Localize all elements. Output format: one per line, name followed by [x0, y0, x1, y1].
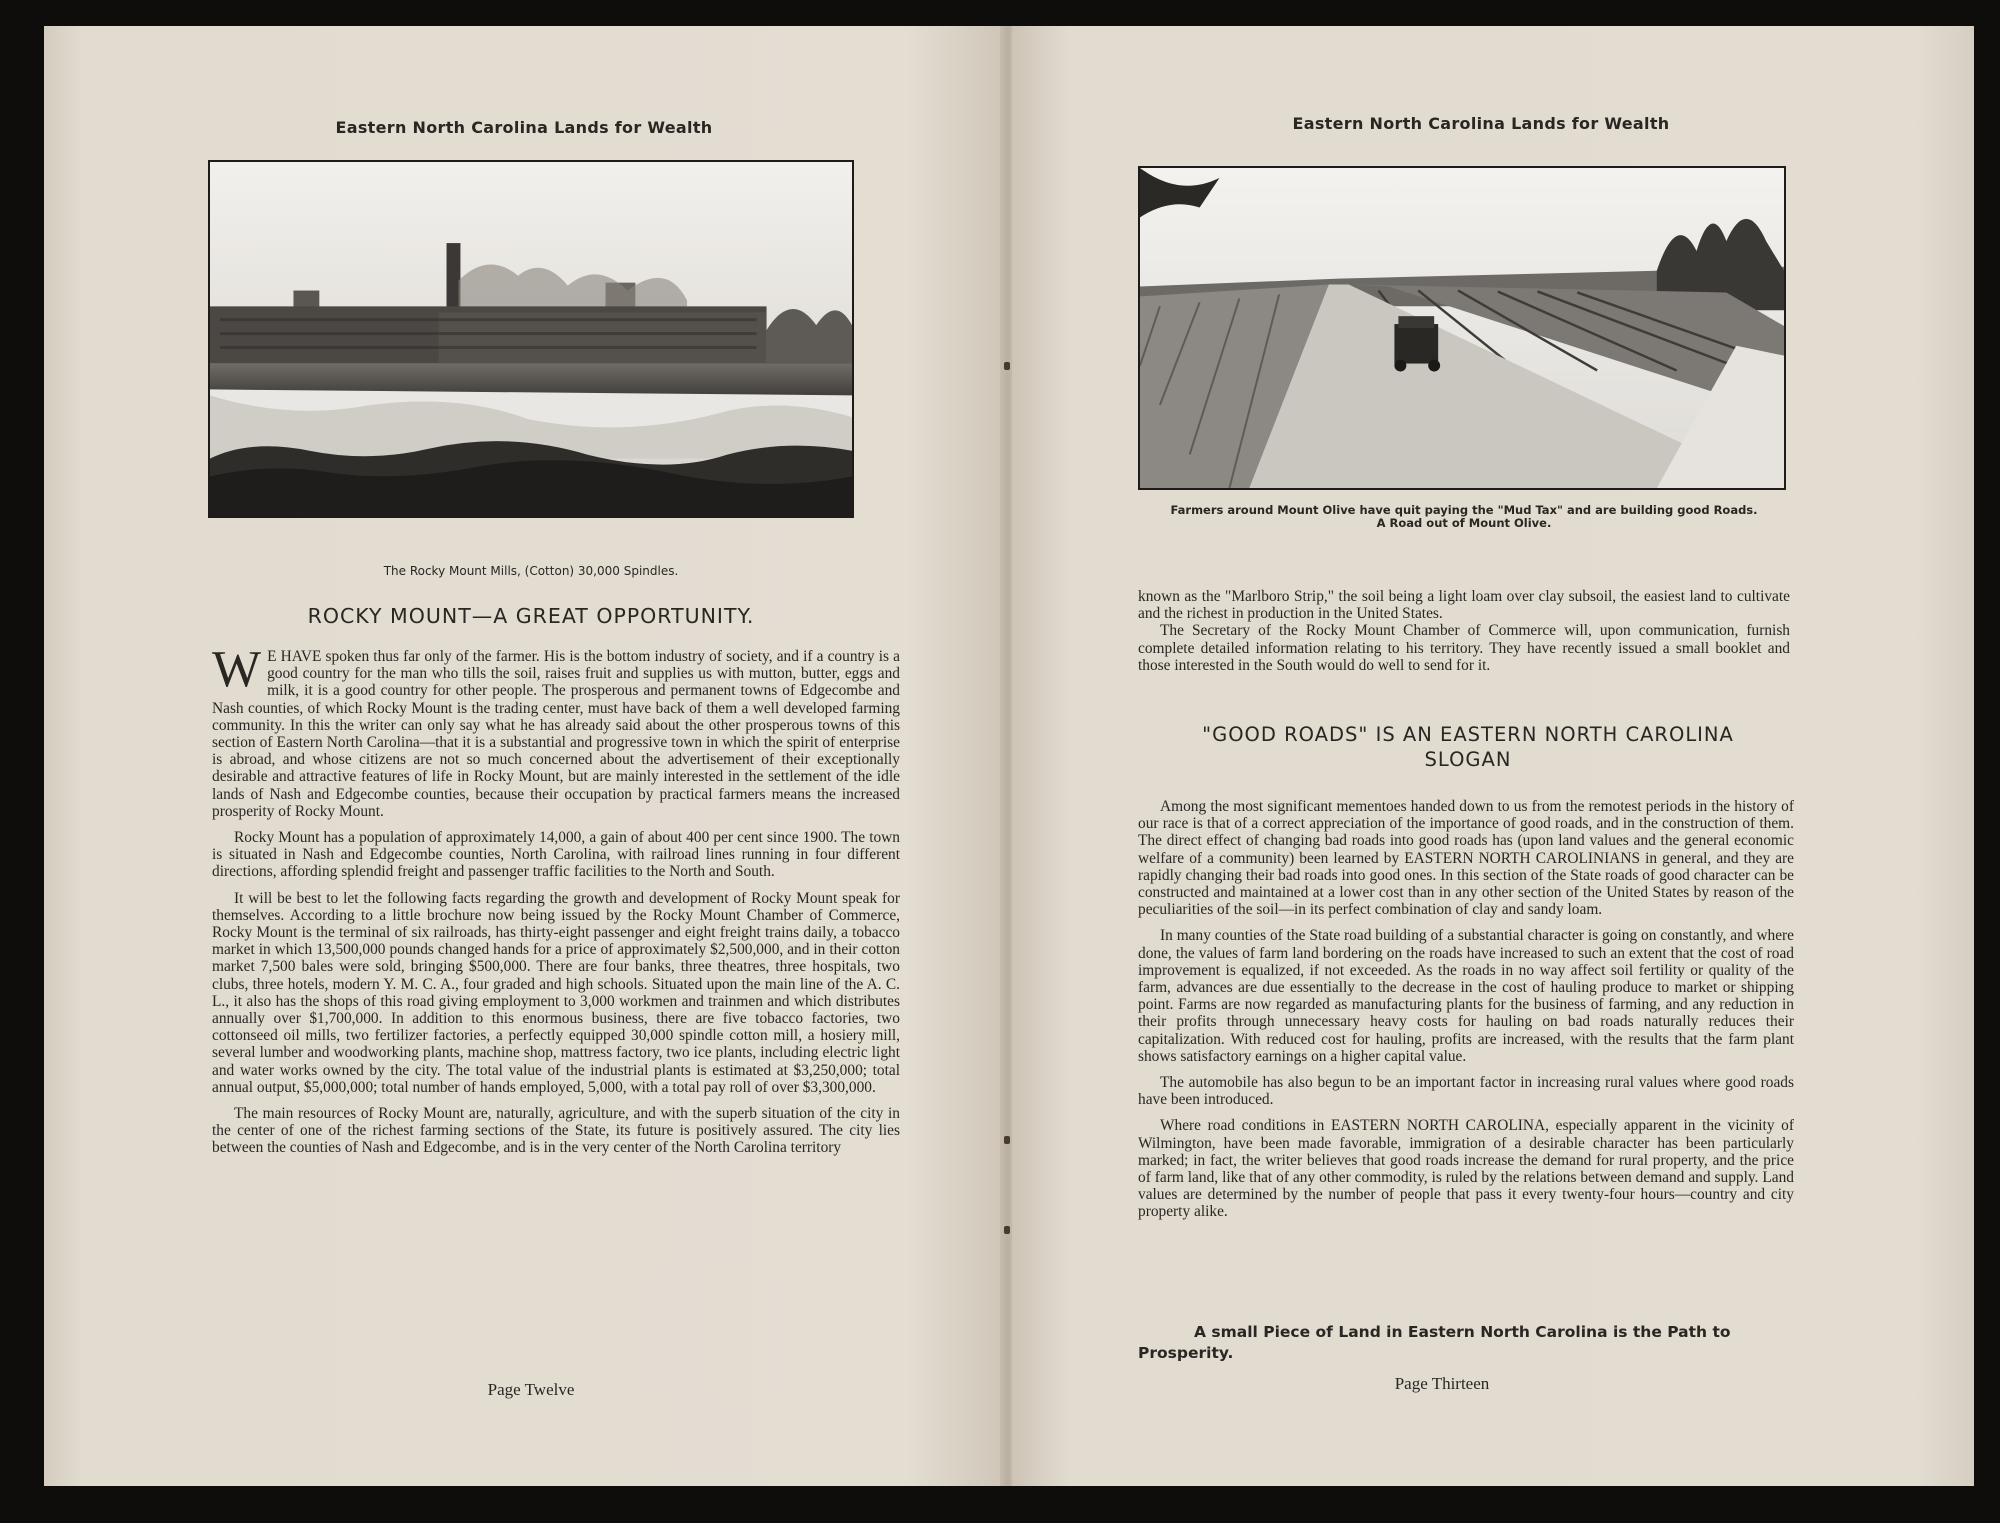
- page-number: Page Twelve: [487, 1380, 575, 1399]
- article-headline: ROCKY MOUNT—A GREAT OPPORTUNITY.: [307, 604, 755, 628]
- mementoes-paragraph: Among the most significant mementoes handed down to us from the remotest periods in the history of our race is that of a correct appreciation of the importance of good roads, and in the construction of them. The direct effect of changing bad roads into good roads has (upon land values and the general economic welfare of a community) been learned by EASTERN NORTH CAROLINIANS in general, and they are rapidly changing their bad roads into good ones. In this section of the State roads of good character can be constructed and maintained at a lower cost than in any other section of the United States by reason of the peculiarities of the soil—in its perfect combination of clay and sandy loam.: [1138, 798, 1794, 919]
- photo-caption-line-2: A Road out of Mount Olive.: [1376, 516, 1552, 530]
- staple-mark: [1004, 1136, 1010, 1144]
- chamber-paragraph: The Secretary of the Rocky Mount Chamber of Commerce will, upon communication, furnish complete detailed information relating to his territory. They have recently issued a small booklet and those interested in the South would do well to send for it.: [1138, 622, 1790, 674]
- closing-slogan: A small Piece of Land in Eastern North Carolina is the Path to Prosperity.: [1138, 1323, 1731, 1362]
- right-page: [1012, 26, 1974, 1486]
- running-head: Eastern North Carolina Lands for Wealth: [1292, 114, 1670, 133]
- headline-line-2: SLOGAN: [1424, 748, 1512, 771]
- resources-paragraph: The main resources of Rocky Mount are, naturally, agriculture, and with the superb situation of the city in the center of one of the richest farming sections of the State, its future is positively assured. The city lies between the counties of Nash and Edgecombe, and is in the very center of the North Carolina territory: [212, 1105, 900, 1157]
- population-paragraph: Rocky Mount has a population of approximately 14,000, a gain of about 400 per cent since 1900. The town is situated in Nash and Edgecombe counties, North Carolina, with railroad lines running in four different directions, affording splendid freight and passenger traffic facilities to the North and South.: [212, 829, 900, 881]
- booklet-spread: [44, 26, 1974, 1486]
- left-page: [44, 26, 1005, 1486]
- mount-olive-road-photo: [1138, 166, 1786, 490]
- staple-mark: [1004, 1226, 1010, 1234]
- good-roads-headline: [1138, 722, 1798, 772]
- wilmington-paragraph: Where road conditions in EASTERN NORTH CAROLINA, especially apparent in the vicinity of Wilmington, have been made favorable, immigration of a desirable character has been particularly marked; in fact, the writer believes that good roads increase the demand for rural property, and the price of farm land, like that of any other commodity, is ruled by the relations between demand and supply. Land values are determined by the number of people that pass it every twenty-four hours—country and city property alike.: [1138, 1117, 1794, 1221]
- headline-line-1: "GOOD ROADS" IS AN EASTERN NORTH CAROLINA: [1202, 723, 1734, 746]
- rocky-mount-mills-photo: [208, 160, 854, 518]
- photo-caption: The Rocky Mount Mills, (Cotton) 30,000 Spindles.: [383, 564, 679, 578]
- article-body: [212, 641, 900, 1157]
- road-illustration: [1140, 168, 1784, 488]
- continued-paragraph: known as the "Marlboro Strip," the soil being a light loam over clay subsoil, the easiest land to cultivate and the richest in production in the United States.: [1138, 588, 1790, 623]
- staple-mark: [1004, 362, 1010, 370]
- photo-caption: [1124, 504, 1804, 530]
- photo-caption-line-1: Farmers around Mount Olive have quit paying the "Mud Tax" and are building good Roads.: [1170, 503, 1758, 517]
- automobile-paragraph: The automobile has also begun to be an important factor in increasing rural values where good roads have been introduced.: [1138, 1074, 1794, 1109]
- running-head: Eastern North Carolina Lands for Wealth: [335, 118, 713, 137]
- opening-paragraph: W E HAVE spoken thus far only of the farmer. His is the bottom industry of society, and if a country is a good country for the man who tills the soil, raises fruit and supplies us with mutton, butter, eggs and milk, it is a good country for other people. The prosperous and permanent towns of Edgecombe and Nash counties, of which Rocky Mount is the trading center, must have back of them a well developed farming community. In this the writer can only say what he has already said about the other prosperous towns of this section of Eastern North Carolina—that it is a substantial and progressive town in which the spirit of enterprise is abroad, and whose citizens are not so much concerned about the advertisement of their exceptionally desirable and attractive features of life in Rocky Mount, but are mainly interested in the settlement of the idle lands of Nash and Edgecombe counties, because their occupation by practical farmers means the increased prosperity of Rocky Mount.: [212, 641, 900, 820]
- drop-cap: W: [212, 641, 262, 698]
- continued-text: [1138, 588, 1790, 683]
- facts-paragraph: It will be best to let the following facts regarding the growth and development of Rocky Mount speak for themselves. According to a little brochure now being issued by the Rocky Mount Chamber of Commerce, Rocky Mount is the terminal of six railroads, has thirty-eight passenger and eight freight trains daily, a tobacco market in which 13,500,000 pounds changed hands for a price of approximately $2,500,000, and in their cotton market 7,500 bales were sold, bringing $500,000. There are four banks, three theatres, three hospitals, two clubs, three hotels, modern Y. M. C. A., four graded and high schools. Situated upon the main line of the A. C. L., it also has the shops of this road giving employment to 3,000 workmen and trainmen and which distributes annually over $1,700,000. In addition to this enormous business, there are five tobacco factories, two cottonseed oil mills, two fertilizer factories, a perfectly equipped 30,000 spindle cotton mill, a hosiery mill, several lumber and woodworking plants, machine shop, mattress factory, two ice plants, including electric light and water works owned by the city. The total value of the industrial plants is estimated at $3,250,000; total annual output, $5,000,000; total number of hands employed, 5,000, with a total pay roll of over $3,300,000.: [212, 889, 900, 1096]
- mill-illustration: [210, 162, 852, 516]
- road-building-paragraph: In many counties of the State road building of a substantial character is going on constantly, and where done, the values of farm land bordering on the roads have increased to such an extent that the cost of road improvement is equalized, if not exceeded. As the roads in no way affect soil fertility or quality of the farm, advances are due essentially to the decrease in the cost of hauling produce to market or shipping point. Farms are now regarded as manufacturing plants for the business of farming, and any reduction in their profits through unnecessary heavy costs for hauling on bad roads naturally reduces their capitalization. With reduced cost for hauling, profits are increased, with the results that the farm plant shows satisfactory earnings on a higher capital value.: [1138, 927, 1794, 1065]
- page-number: Page Thirteen: [1394, 1374, 1490, 1393]
- good-roads-body: [1138, 798, 1794, 1221]
